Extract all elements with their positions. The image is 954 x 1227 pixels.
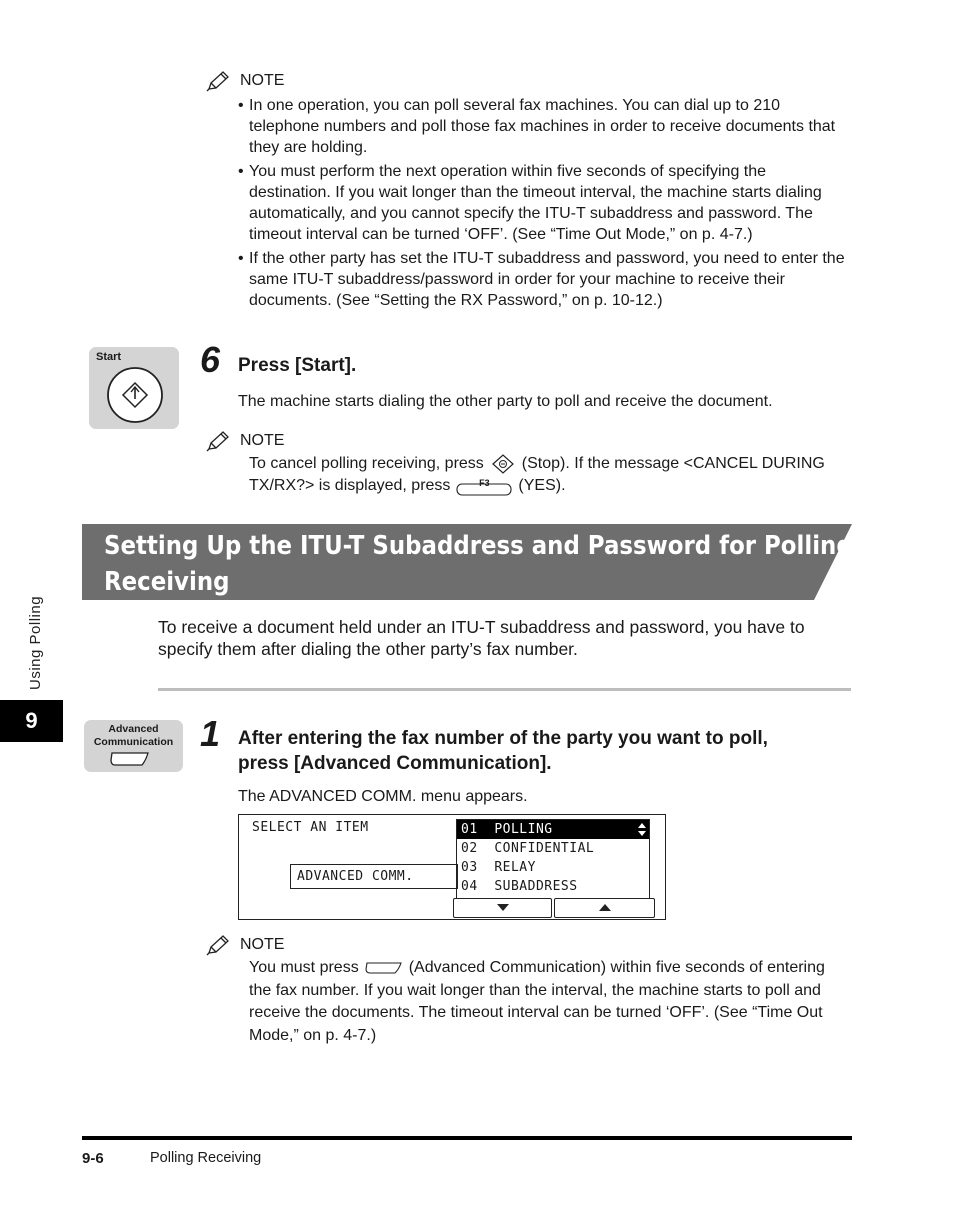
note-text: To cancel polling receiving, press (Stop). If the message <CANCEL DURING TX/RX?> is displayed, press F3 (YES). xyxy=(249,453,852,497)
pencil-icon xyxy=(206,934,232,956)
note-bullet: • If the other party has set the ITU-T subaddress and password, you need to enter the same ITU-T subaddress/password in order for your machine to receive their documents. (See “Setting the RX Password,” on p. 10-12.) xyxy=(238,248,852,311)
footer-title: Polling Receiving xyxy=(150,1150,262,1166)
note-heading xyxy=(206,70,852,92)
lcd-list-item[interactable]: 03 RELAY xyxy=(461,860,536,875)
scroll-arrows-icon xyxy=(637,822,647,837)
pencil-icon xyxy=(206,70,232,92)
lcd-list-item-selected[interactable]: 01 POLLING xyxy=(457,820,649,839)
section-intro: To receive a document held under an ITU-T subaddress and password, you have to specify them after dialing the other party’s fax number. xyxy=(158,617,805,659)
section-title-line: Setting Up the ITU-T Subaddress and Password for Polling xyxy=(104,531,853,561)
advanced-communication-key-icon xyxy=(109,750,151,768)
note-heading xyxy=(206,430,852,452)
note-bullet: • In one operation, you can poll several fax machines. You can dial up to 210 telephone numbers and poll those fax machines in order to receive documents that they are holding. xyxy=(238,95,852,158)
footer-page-number: 9-6 xyxy=(82,1150,104,1167)
note-heading-text: NOTE xyxy=(240,72,285,89)
note-block-1 xyxy=(206,70,852,314)
note-heading-text: NOTE xyxy=(240,936,285,953)
chapter-number: 9 xyxy=(25,708,38,733)
section-title xyxy=(104,528,853,600)
note-bullet: • You must perform the next operation within five seconds of specifying the destination. If you wait longer than the timeout interval, the machine starts dialing automatically, and you cannot specify the ITU-T subaddress and password. The timeout interval can be turned ‘OFF’. (See “Time Out Mode,” on p. 4-7.) xyxy=(238,161,852,245)
note-bullet-list xyxy=(238,95,852,311)
note-block-2 xyxy=(206,430,852,497)
lcd-scroll-down-button[interactable] xyxy=(453,898,552,918)
lcd-screen xyxy=(238,814,666,920)
triangle-down-icon xyxy=(497,904,509,912)
lcd-menu-name-box: ADVANCED COMM. xyxy=(290,864,458,889)
advanced-communication-key-panel xyxy=(84,720,183,772)
lcd-list-item[interactable]: 02 CONFIDENTIAL xyxy=(461,841,595,856)
lcd-prompt: SELECT AN ITEM xyxy=(252,820,369,835)
note-block-3 xyxy=(206,934,852,1047)
start-key-icon xyxy=(106,366,164,424)
chapter-tab xyxy=(0,700,63,742)
pencil-icon xyxy=(206,430,232,452)
sidebar-chapter-label: Using Polling xyxy=(27,595,44,690)
step-title: Press [Start]. xyxy=(238,355,357,376)
start-key-panel xyxy=(89,347,179,429)
lcd-item-list xyxy=(456,819,650,898)
start-key-label: Start xyxy=(96,351,122,363)
note-heading xyxy=(206,934,852,956)
note-text: You must press (Advanced Communication) within five seconds of entering the fax number. If you wait longer than the interval, the machine starts to poll and receive the documents. The timeout interval can be turned ‘OFF’. (See “Time Out Mode,” on p. 4-7.) xyxy=(249,959,825,1044)
step-description: The machine starts dialing the other party to poll and receive the document. xyxy=(238,393,773,410)
key-label: Advanced Communication xyxy=(93,723,174,748)
advanced-communication-key-icon xyxy=(365,961,403,975)
lcd-scroll-up-button[interactable] xyxy=(554,898,655,918)
lcd-list-item[interactable]: 04 SUBADDRESS xyxy=(461,879,578,894)
step-title: After entering the fax number of the party you want to poll, press [Advanced Communication]. xyxy=(238,728,768,774)
note-heading-text: NOTE xyxy=(240,432,285,449)
footer-rule xyxy=(82,1136,852,1140)
step-number: 6 xyxy=(200,339,221,380)
section-title-line: Receiving xyxy=(104,567,230,597)
f3-key-icon: F3 xyxy=(456,475,512,497)
section-divider xyxy=(158,688,851,691)
step-number: 1 xyxy=(200,713,221,754)
step-description: The ADVANCED COMM. menu appears. xyxy=(238,788,528,805)
triangle-up-icon xyxy=(599,904,611,912)
